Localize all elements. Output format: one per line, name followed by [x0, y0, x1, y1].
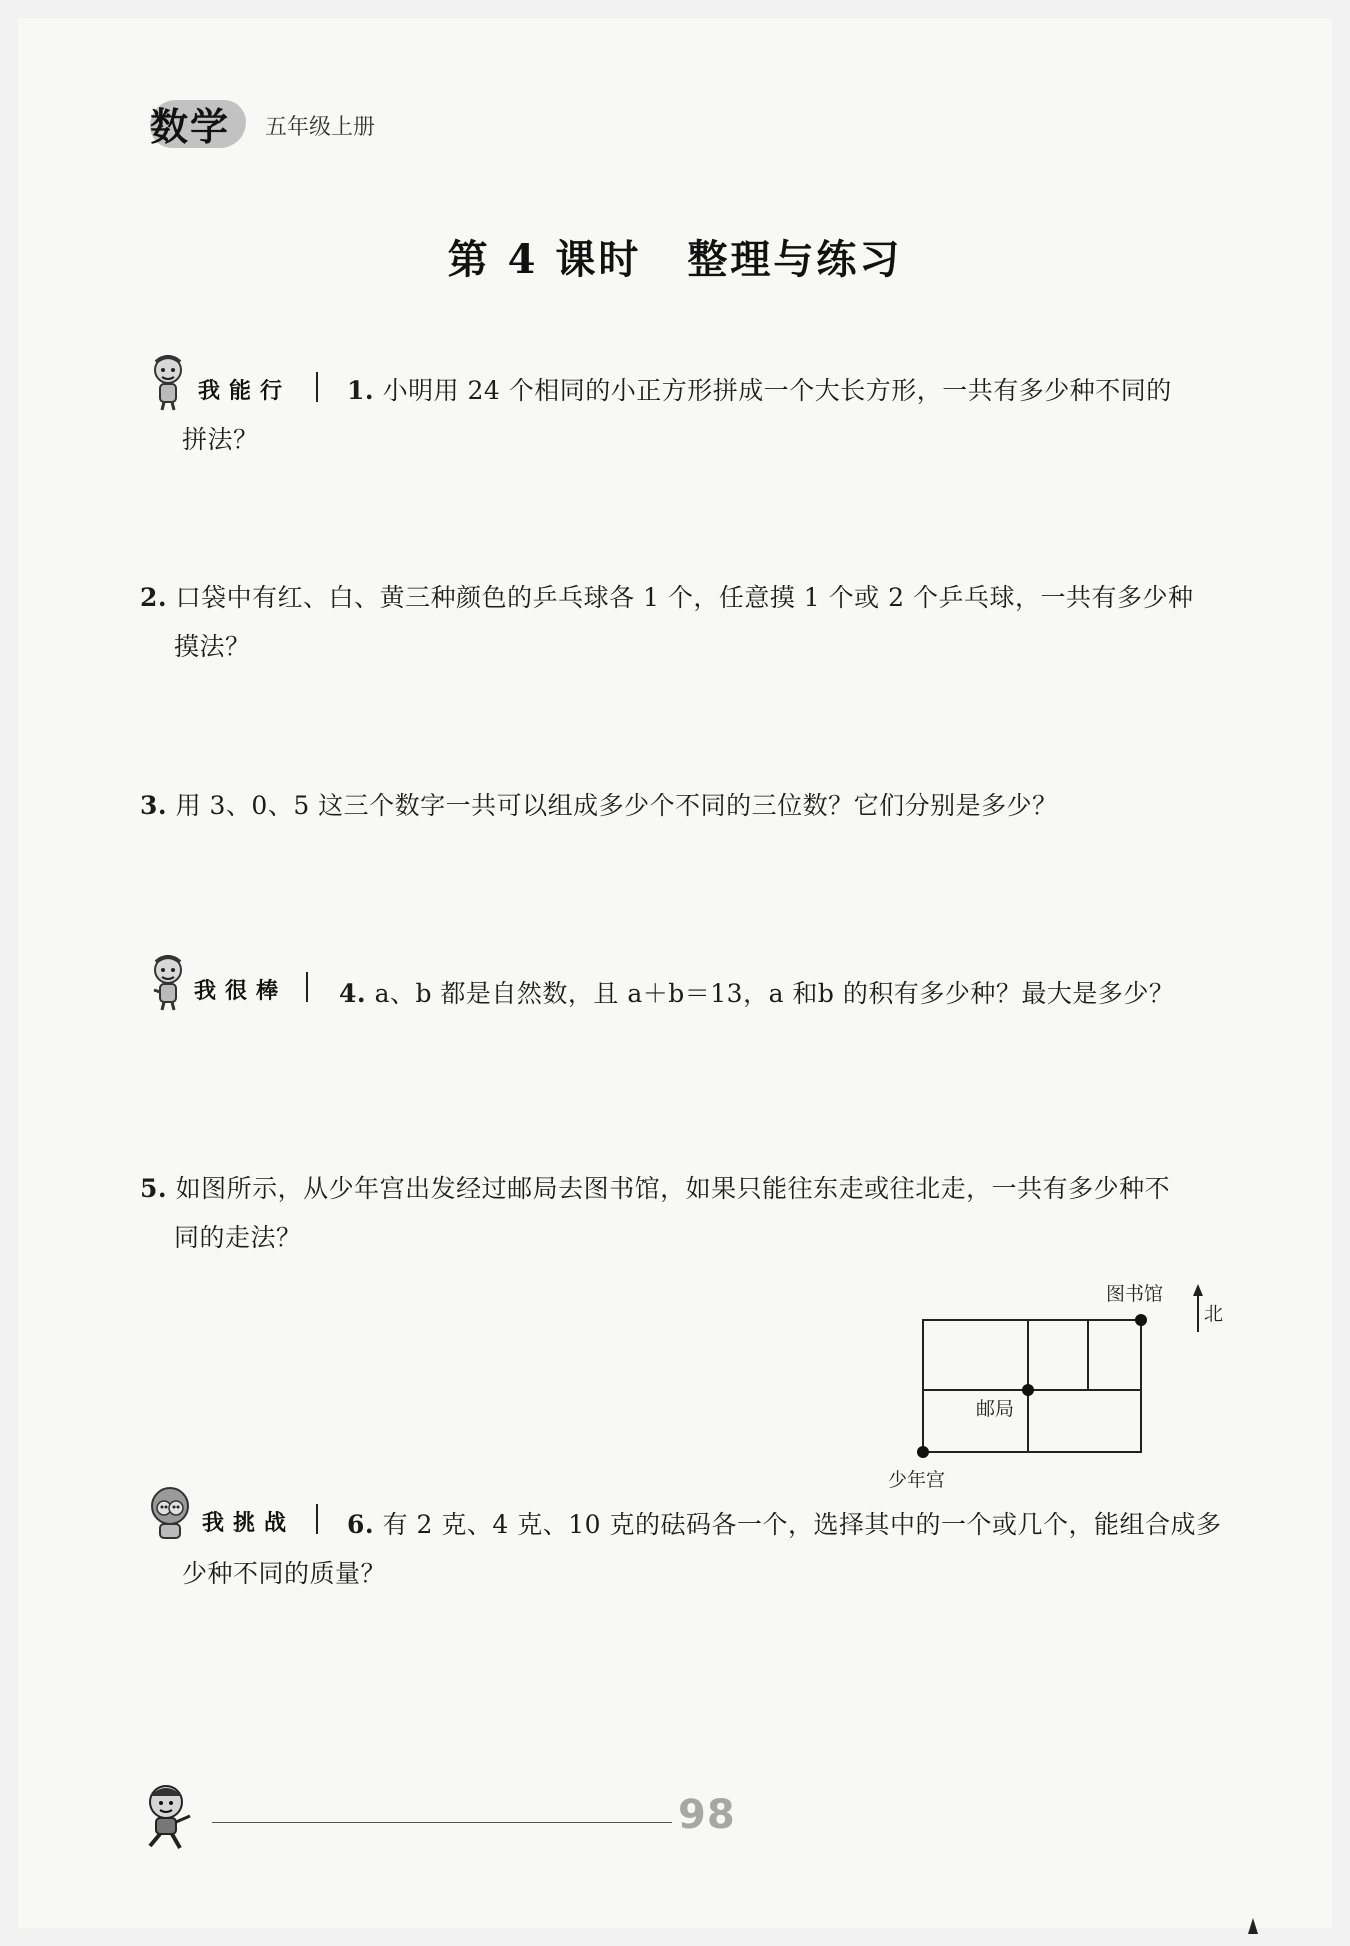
section-label-basic: 我能行	[198, 379, 292, 404]
post-office-label: 邮局	[976, 1398, 1015, 1420]
question-text: 口袋中有红、白、黄三种颜色的乒乓球各 1 个，任意摸 1 个或 2 个乒乓球，一共有多少种	[175, 583, 1194, 612]
girl-mascot-icon	[148, 952, 192, 1012]
section-badge-advanced	[148, 966, 328, 1016]
question-text: 如图所示，从少年宫出发经过邮局去图书馆，如果只能往东走或往北走，一共有多少种不	[175, 1174, 1171, 1203]
youth-palace-point	[917, 1446, 929, 1458]
question-number: 4.	[339, 979, 367, 1008]
section-divider	[316, 1504, 318, 1534]
library-point	[1135, 1314, 1147, 1326]
question-3	[140, 781, 1058, 830]
youth-palace-label: 少年宫	[888, 1469, 946, 1491]
north-label: 北	[1204, 1303, 1224, 1325]
section-badge-basic	[148, 366, 328, 416]
kids-mascot-icon	[144, 1484, 196, 1544]
question-number: 5.	[140, 1174, 168, 1203]
question-2-line-2: 摸法？	[174, 632, 251, 661]
question-text: 小明用 24 个相同的小正方形拼成一个大长方形，一共有多少种不同的	[382, 376, 1172, 405]
lesson-topic: 整理与练习	[687, 236, 903, 283]
question-number: 3.	[140, 791, 168, 820]
question-6-line-1	[347, 1500, 1221, 1549]
lesson-number: 第 4 课时	[447, 236, 642, 283]
question-6-line-2: 少种不同的质量？	[182, 1559, 387, 1588]
question-number: 1.	[347, 376, 375, 405]
question-2-line-1	[140, 573, 1193, 622]
question-4	[339, 969, 1174, 1018]
lesson-title	[0, 228, 1350, 285]
running-boy-mascot-icon	[140, 1782, 202, 1852]
corner-mark-icon	[1248, 1918, 1258, 1934]
question-text: a、b 都是自然数，且 a＋b＝13，a 和b 的积有多少种？最大是多少？	[374, 979, 1175, 1008]
question-number: 6.	[347, 1510, 375, 1539]
section-label-advanced: 我很棒	[194, 979, 288, 1004]
post-office-point	[1022, 1384, 1034, 1396]
section-badge-challenge	[144, 1498, 324, 1548]
subject-title: 数学	[150, 105, 231, 149]
question-1-line-2: 拼法？	[182, 425, 259, 454]
section-divider	[316, 372, 318, 402]
question-1-line-1	[347, 366, 1172, 415]
question-5-line-1	[140, 1164, 1170, 1213]
library-label: 图书馆	[1106, 1283, 1164, 1305]
grade-label: 五年级上册	[265, 115, 376, 140]
section-divider	[306, 972, 308, 1002]
question-number: 2.	[140, 583, 168, 612]
north-arrow-icon	[1193, 1284, 1203, 1332]
question-text: 用 3、0、5 这三个数字一共可以组成多少个不同的三位数？它们分别是多少？	[175, 791, 1058, 820]
section-label-challenge: 我挑战	[202, 1511, 296, 1536]
question-text: 有 2 克、4 克、10 克的砝码各一个，选择其中的一个或几个，能组合成多	[382, 1510, 1222, 1539]
route-grid-diagram	[880, 1280, 1240, 1500]
question-5-line-2: 同的走法？	[174, 1223, 302, 1252]
footer-rule	[212, 1822, 672, 1823]
girl-mascot-icon	[148, 352, 192, 412]
page-number: 98	[678, 1792, 736, 1838]
